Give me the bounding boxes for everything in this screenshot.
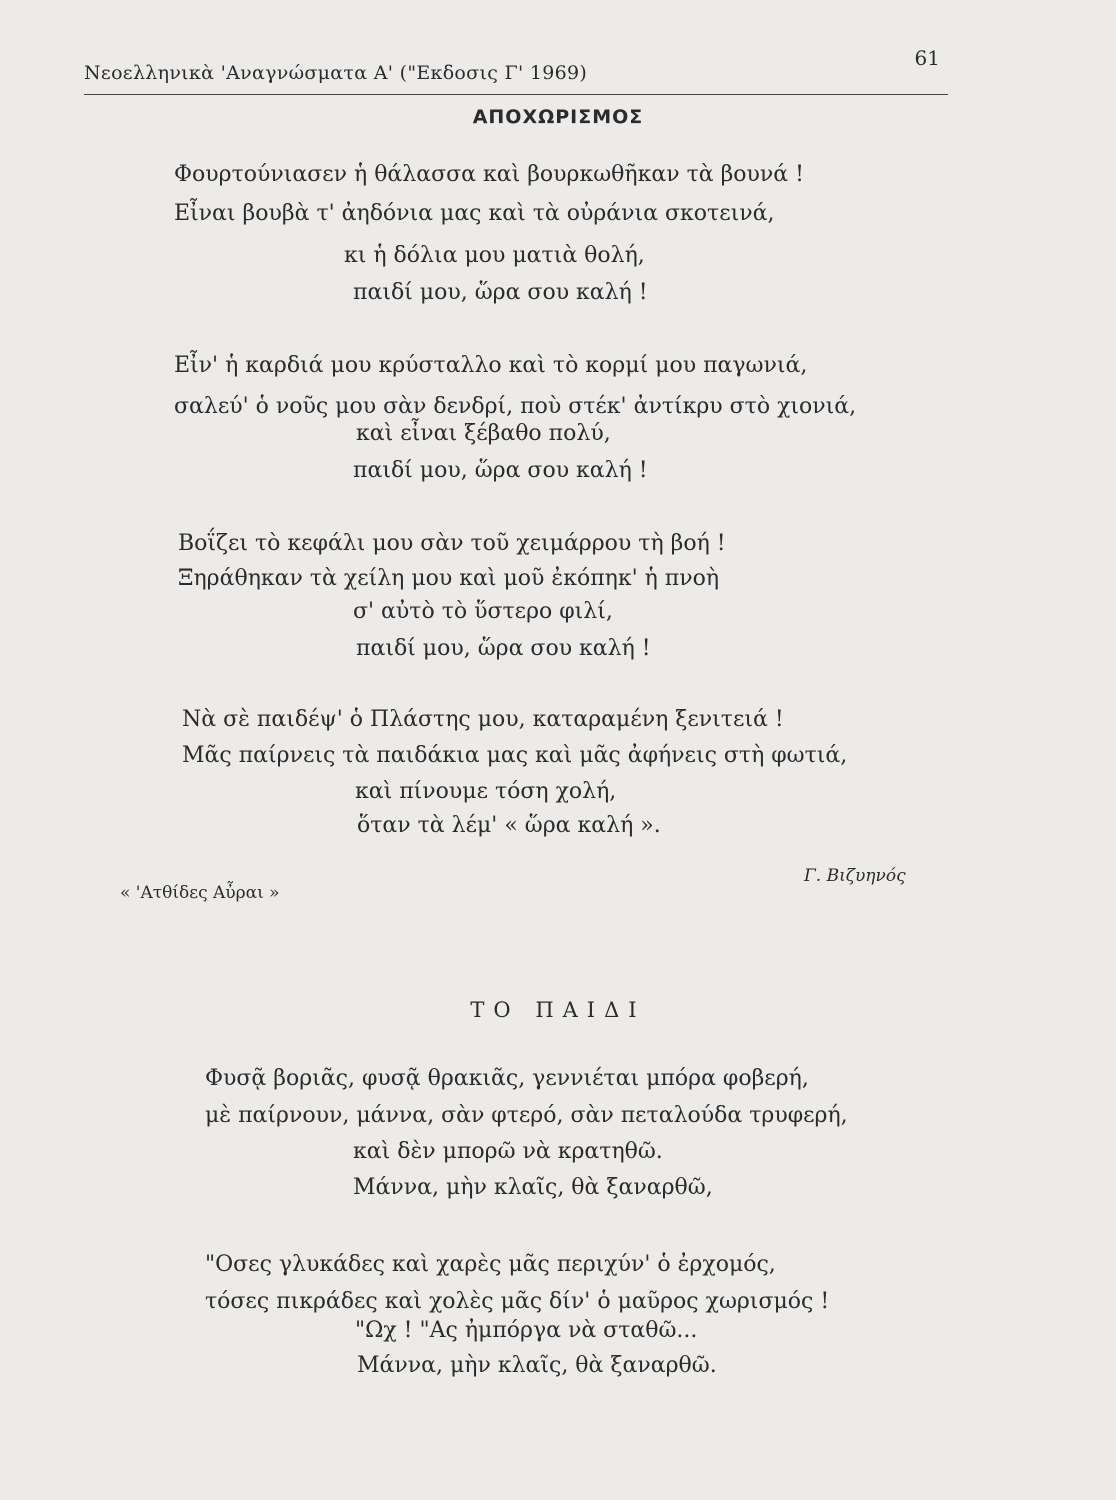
poem-line: καὶ δὲν μπορῶ νὰ κρατηθῶ. — [353, 1139, 663, 1164]
poem-line: παιδί μου, ὥρα σου καλή ! — [353, 280, 648, 305]
poem-line: Εἶν' ἡ καρδιά μου κρύσταλλο καὶ τὸ κορμί μου παγωνιά, — [174, 353, 808, 378]
header-title: Νεοελληνικὰ 'Αναγνώσματα Α' ("Εκδοσις Γ' 1969) — [84, 62, 588, 84]
poem-line: Φυσᾷ βοριᾶς, φυσᾷ θρακιᾶς, γεννιέται μπόρα φοβερή, — [205, 1066, 809, 1091]
poem-line: καὶ πίνουμε τόση χολή, — [355, 779, 617, 804]
poem-line: σαλεύ' ὁ νοῦς μου σὰν δενδρί, ποὺ στέκ' ἀντίκρυ στὸ χιονιά, — [174, 394, 857, 419]
poem-title-apochorismos: ΑΠΟΧΩΡΙΣΜΟΣ — [472, 106, 644, 128]
poem-line: Εἶναι βουβὰ τ' ἀηδόνια μας καὶ τὰ οὐράνια σκοτεινά, — [174, 201, 775, 226]
poem-line: Ξηράθηκαν τὰ χείλη μου καὶ μοῦ ἐκόπηκ' ἡ πνοὴ — [178, 566, 720, 591]
poem-line: παιδί μου, ὥρα σου καλή ! — [356, 636, 651, 661]
poem-line: Νὰ σὲ παιδέψ' ὁ Πλάστης μου, καταραμένη ξενιτειά ! — [182, 707, 784, 732]
poem-line: "Οσες γλυκάδες καὶ χαρὲς μᾶς περιχύν' ὁ ἐρχομός, — [205, 1252, 776, 1277]
poem-line: ὅταν τὰ λέμ' « ὥρα καλή ». — [357, 813, 661, 838]
poem-line: παιδί μου, ὥρα σου καλή ! — [353, 458, 648, 483]
poem-line: τόσες πικράδες καὶ χολὲς μᾶς δίν' ὁ μαῦρος χωρισμός ! — [205, 1289, 830, 1314]
running-header — [84, 40, 948, 95]
poem-line: κι ἡ δόλια μου ματιὰ θολή, — [344, 243, 645, 268]
poem-line: Μάννα, μὴν κλαῖς, θὰ ξαναρθῶ. — [357, 1353, 717, 1378]
poem-line: Φουρτούνιασεν ἡ θάλασσα καὶ βουρκωθῆκαν τὰ βουνά ! — [174, 162, 804, 187]
poem-line: "Ωχ ! "Ας ἠμπόργα νὰ σταθῶ... — [355, 1318, 698, 1343]
author-signature: Γ. Βιζυηνός — [804, 866, 906, 886]
poem-line: Μάννα, μὴν κλαῖς, θὰ ξαναρθῶ, — [353, 1175, 713, 1200]
poem-title-to-paidi: ΤΟ ΠΑΙΔΙ — [470, 998, 646, 1022]
poem-line: μὲ παίρνουν, μάννα, σὰν φτερό, σὰν πεταλούδα τρυφερή, — [205, 1103, 848, 1128]
poem-line: σ' αὐτὸ τὸ ὕστερο φιλί, — [353, 599, 613, 624]
page-number: 61 — [914, 46, 940, 70]
source-citation: « 'Ατθίδες Αὖραι » — [120, 883, 280, 903]
poem-line: Βοΐζει τὸ κεφάλι μου σὰν τοῦ χειμάρρου τὴ βοή ! — [178, 531, 726, 556]
poem-line: Μᾶς παίρνεις τὰ παιδάκια μας καὶ μᾶς ἀφήνεις στὴ φωτιά, — [182, 743, 848, 768]
poem-line: καὶ εἶναι ξέβαθο πολύ, — [356, 421, 611, 446]
